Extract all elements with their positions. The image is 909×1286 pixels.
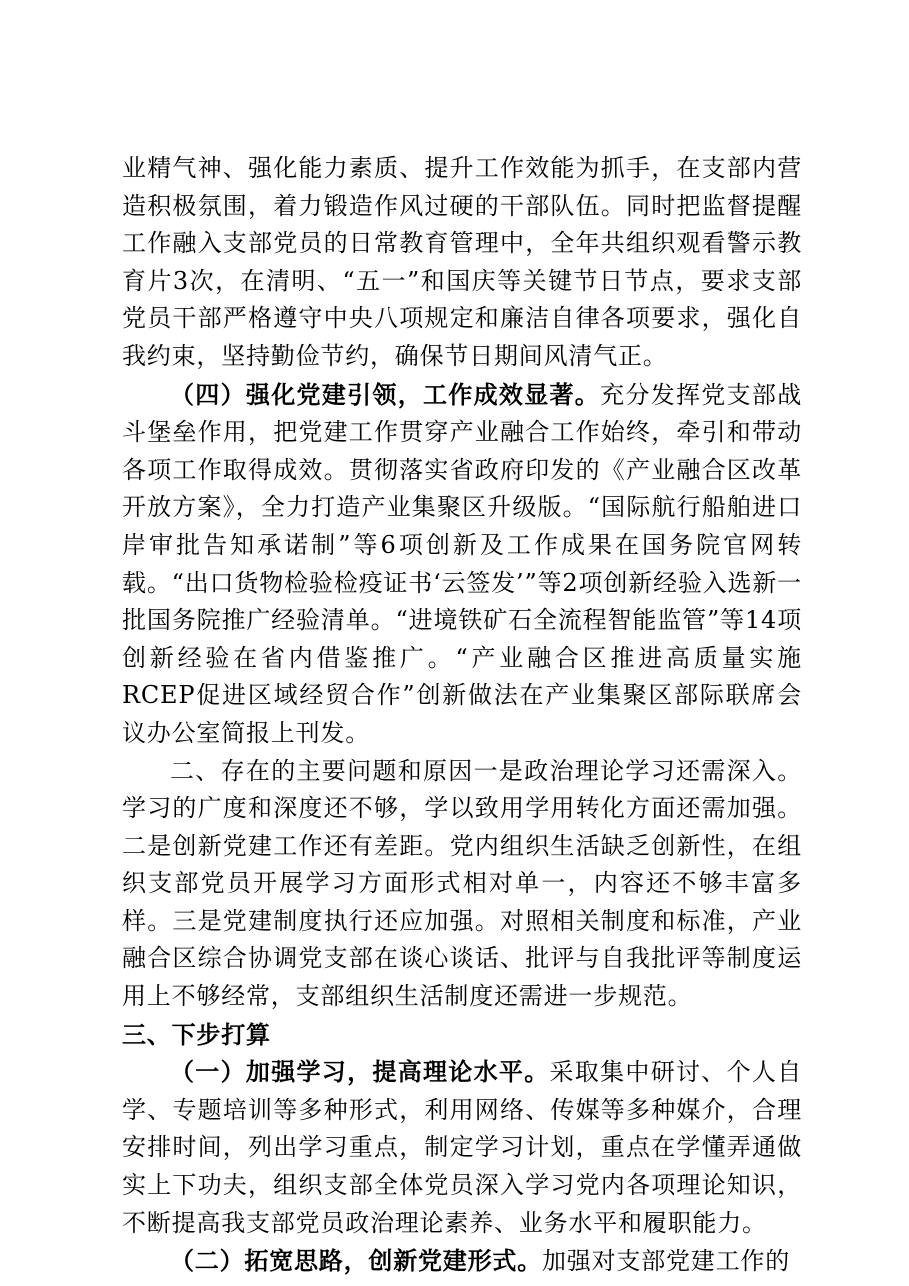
paragraph-step-two: [122, 1242, 802, 1281]
paragraph-continuation: [122, 150, 802, 376]
paragraph-text: 采取集中研讨、个人自学、专题培训等多种形式，利用网络、传媒等多种媒介，合理安排时间，列出学习重点，制定学习计划，重点在学懂弄通做实上下功夫，组织支部全体党员深入学习党内各项理论知识，不断提高我支部党员政治理论素养、业务水平和履职能力。: [122, 1058, 802, 1237]
paragraph-lead: （一）加强学习，提高理论水平。: [170, 1057, 550, 1087]
paragraph-text: 加强对支部党建工作的: [542, 1247, 790, 1276]
paragraph-lead: （二）拓宽思路，创新党建形式。: [170, 1246, 542, 1276]
paragraph-lead: （四）强化党建引领，工作成效显著。: [170, 379, 601, 409]
paragraph-problems: [122, 753, 802, 1016]
paragraph-text: 业精气神、强化能力素质、提升工作效能为抓手，在支部内营造积极氛围，着力锻造作风过硬的干部队伍。同时把监督提醒工作融入支部党员的日常教育管理中，全年共组织观看警示教育片3次，在清明、“五一”和国庆等关键节日节点，要求支部党员干部严格遵守中央八项规定和廉洁自律各项要求，强化自我约束，坚持勤俭节约，确保节日期间风清气正。: [122, 154, 802, 370]
paragraph-text: 二、存在的主要问题和原因一是政治理论学习还需深入。学习的广度和深度还不够，学以致用学用转化方面还需加强。二是创新党建工作还有差距。党内组织生活缺乏创新性，在组织支部党员开展学习方面形式相对单一，内容还不够丰富多样。三是党建制度执行还应加强。对照相关制度和标准，产业融合区综合协调党支部在谈心谈话、批评与自我批评等制度运用上不够经常，支部组织生活制度还需进一步规范。: [122, 756, 802, 1011]
paragraph-section-four: [122, 376, 802, 753]
section-heading-next-steps: 三、下步打算: [122, 1019, 271, 1049]
document-body: [122, 150, 802, 1281]
paragraph-step-one: [122, 1053, 802, 1242]
paragraph-text: 充分发挥党支部战斗堡垒作用，把党建工作贯穿产业融合工作始终，牵引和带动各项工作取得成效。贯彻落实省政府印发的《产业融合区改革开放方案》，全力打造产业集聚区升级版。“国际航行船舶进口岸审批告知承诺制”等6项创新及工作成果在国务院官网转载。“出口货物检验检疫证书‘云签发’”等2项创新经验入选新一批国务院推广经验清单。“进境铁矿石全流程智能监管”等14项创新经验在省内借鉴推广。“产业融合区推进高质量实施RCEP促进区域经贸合作”创新做法在产业集聚区部际联席会议办公室简报上刊发。: [122, 380, 802, 747]
